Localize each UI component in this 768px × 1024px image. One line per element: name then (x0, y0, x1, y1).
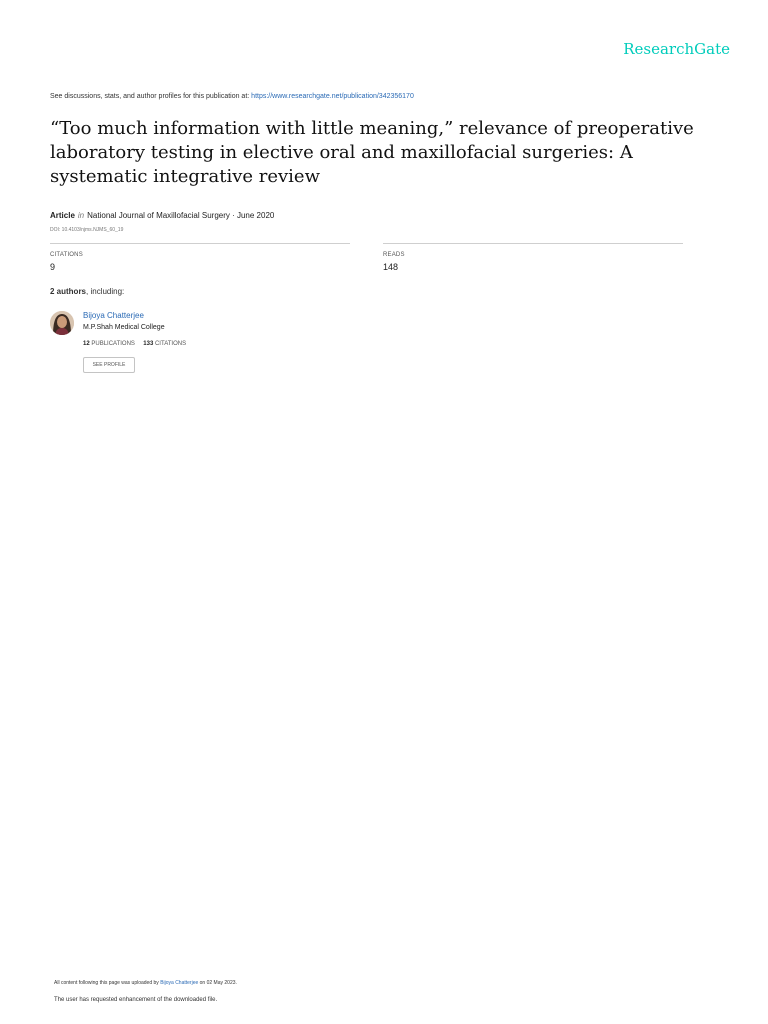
authors-suffix: , including: (86, 287, 125, 296)
author-name-link[interactable]: Bijoya Chatterjee (83, 311, 144, 320)
upload-note (54, 980, 237, 986)
publication-url-link[interactable]: https://www.researchgate.net/publication/342356170 (251, 93, 414, 100)
author-stats (83, 341, 186, 347)
journal-date: National Journal of Maxillofacial Surgery · June 2020 (87, 211, 275, 220)
author-avatar[interactable] (50, 311, 74, 335)
discussion-prefix: See discussions, stats, and author profiles for this publication at: (50, 93, 252, 100)
request-note: The user has requested enhancement of the downloaded file. (54, 997, 218, 1003)
authors-count: 2 authors (50, 287, 87, 296)
publication-type: Article (50, 211, 75, 220)
publication-meta (50, 211, 274, 220)
reads-value: 148 (383, 262, 399, 272)
upload-suffix: on 02 May 2023. (198, 980, 237, 986)
author-institution: M.P.Shah Medical College (83, 324, 165, 331)
citations-value: 9 (50, 262, 56, 272)
authors-heading (50, 287, 124, 296)
upload-prefix: All content following this page was uploaded by (54, 980, 161, 986)
author-citations-label: CITATIONS (154, 341, 187, 347)
author-publications-label: PUBLICATIONS (91, 341, 135, 347)
doi: DOI: 10.4103/njms.NJMS_60_19 (50, 227, 124, 233)
author-publications-count: 12 (83, 341, 90, 347)
author-citations-count: 133 (143, 341, 154, 347)
citations-label: CITATIONS (50, 252, 83, 258)
see-profile-button[interactable]: SEE PROFILE (83, 357, 135, 373)
author-photo-icon (50, 311, 74, 335)
citations-stat (50, 243, 350, 272)
discussion-line (50, 93, 414, 100)
reads-label: READS (383, 252, 405, 258)
in-word: in (77, 211, 85, 220)
uploader-link[interactable]: Bijoya Chatterjee (160, 980, 199, 986)
publication-title: “Too much information with little meaning,” relevance of preoperative laboratory testing in elective oral and maxillofacial surgeries: A systematic integrative review (50, 118, 694, 187)
researchgate-logo[interactable]: ResearchGate (623, 40, 730, 58)
reads-stat (383, 243, 683, 272)
